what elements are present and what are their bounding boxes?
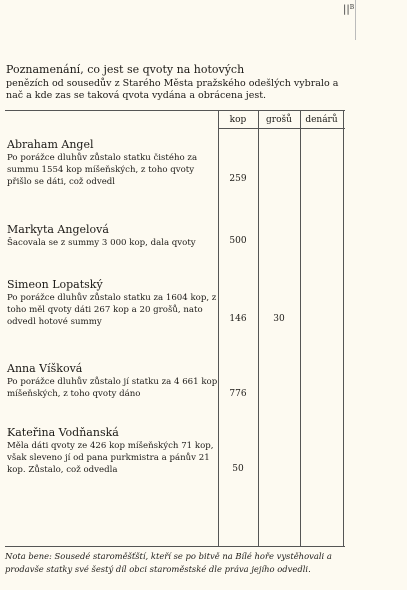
entry-name: Abraham Angel [7,138,94,151]
col-divider-2 [258,110,259,547]
col-divider-4 [343,110,344,547]
table-bottom-rule [5,546,345,547]
entry-name: Kateřina Vodňanská [7,426,119,439]
col-header-grosu: grošů [266,115,292,125]
entry-kop: 259 [229,174,247,184]
col-header-denaru: denárů [305,115,338,125]
col-header-kop: kop [229,115,247,125]
entry-kop: 776 [229,389,247,399]
table-header-rule [218,128,345,129]
page-title: Poznamenání, co jest se qvoty na hotových [6,63,245,76]
entry-row [7,278,219,328]
entry-desc: Šacovala se z summy 3 000 kop, dala qvoty [7,238,196,248]
page-subtitle: penězích od sousedův z Starého Města pražského odešlých vybralo a nač a kde zas se taková qvota vydána a obrácena jest. [6,78,339,101]
entry-desc: Po porážce dluhův zůstalo statku čistého za summu 1554 kop míšeňských, z toho qvoty přišlo se dáti, což odvedl [7,153,198,187]
entry-row [7,138,219,188]
entry-kop: 50 [232,464,244,474]
entry-row [7,426,219,476]
page-marker-sup: B [349,4,355,11]
entry-row [7,223,219,249]
entry-kop: 146 [229,314,247,324]
entry-grosu: 30 [273,314,285,324]
entry-name: Markyta Angelová [7,223,109,236]
table-top-rule [5,110,345,111]
footnote: Nota bene: Sousedé staroměšťští, kteří se po bitvě na Bílé hoře vystěhovali a prodavše statky své šestý díl obci staroměstské dle práva jejího odvedli. [5,551,332,574]
col-divider-3 [300,110,301,547]
entry-kop: 500 [229,236,247,246]
entry-row [7,362,219,400]
page-marker-text: || [343,4,350,15]
entry-desc: Po porážce dluhův zůstalo jí statku za 4 661 kop míšeňských, z toho qvoty dáno [7,377,218,399]
entry-desc: Po porážce dluhův zůstalo statku za 1604 kop, z toho měl qvoty dáti 267 kop a 20 grošů, nato odvedl hotové summy [7,293,217,327]
header-rule [355,0,356,40]
entry-desc: Měla dáti qvoty ze 426 kop míšeňských 71 kop, však sleveno jí od pana purkmistra a pánův 21 kop. Zůstalo, což odvedla [7,441,214,475]
entry-name: Anna Víšková [7,362,83,375]
entry-name: Simeon Lopatský [7,278,103,291]
title-block [6,63,346,102]
page-marker [343,4,354,15]
